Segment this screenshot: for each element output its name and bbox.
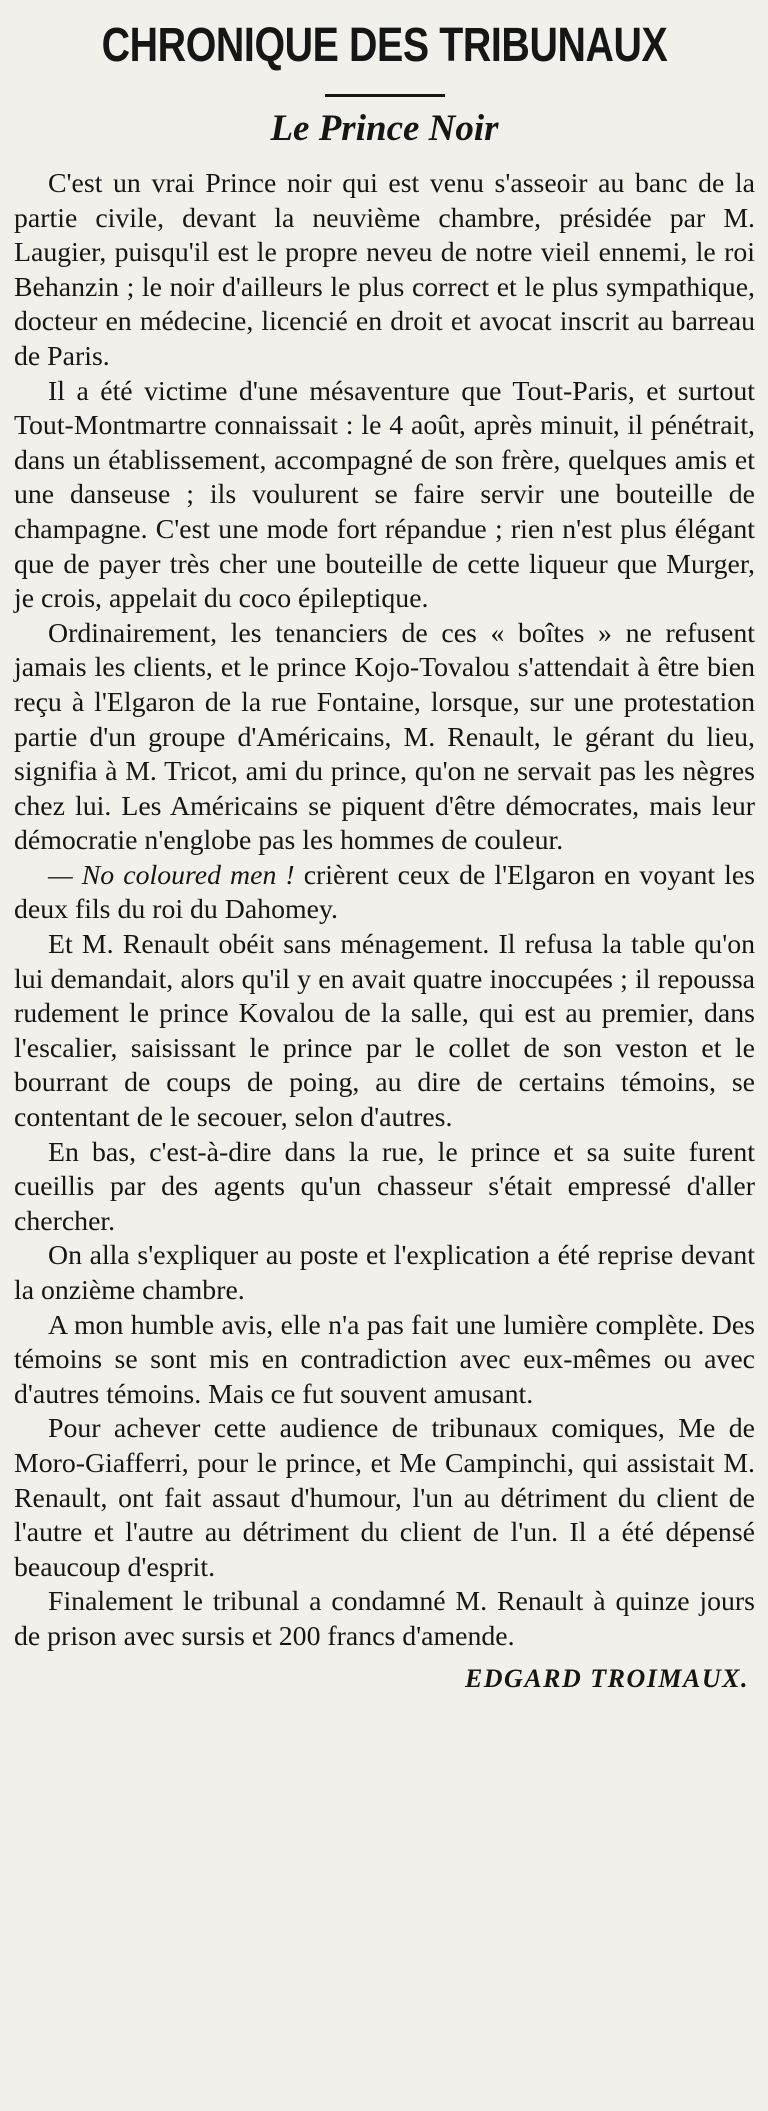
paragraph: C'est un vrai Prince noir qui est venu s'asseoir au banc de la partie civile, devant la neuvième chambre, présidée par M. Laugier, puisqu'il est le propre neveu de notre vieil ennemi, le roi Behanzin ; le noir d'ailleurs le plus correct et le plus sympathique, docteur en médecine, licencié en droit et avocat inscrit au barreau de Paris. — [14, 168, 755, 372]
paragraph: Ordinairement, les tenanciers de ces « boîtes » ne refusent jamais les clients, et le prince Kojo-Tovalou s'attendait à être bien reçu à l'Elgaron de la rue Fontaine, lorsque, sur une protestation partie d'un groupe d'Américains, M. Renault, le gérant du lieu, signifia à M. Tricot, ami du prince, qu'on ne servait pas les nègres chez lui. Les Américains se piquent d'être démocrates, mais leur démocratie n'englobe pas les hommes de couleur. — [14, 617, 755, 857]
article-title: Le Prince Noir — [270, 108, 499, 149]
paragraph: Pour achever cette audience de tribunaux comiques, Me de Moro-Giafferri, pour le prince, et Me Campinchi, qui assistait M. Renault, ont fait assaut d'humour, l'un au détriment du client de l'autre et l'autre au détriment du client de l'un. Il a été dépensé beaucoup d'esprit. — [14, 1413, 755, 1583]
author-signature: EDGARD TROIMAUX. — [464, 1663, 749, 1693]
paragraph: En bas, c'est-à-dire dans la rue, le prince et sa suite furent cueillis par des agents qu'un chasseur s'était empressé d'aller chercher. — [14, 1136, 755, 1237]
quote-italic: — No coloured men ! — [48, 859, 295, 891]
title-rule — [325, 94, 445, 97]
paragraph: Et M. Renault obéit sans ménagement. Il refusa la table qu'on lui demandait, alors qu'il y en avait quatre inoccupées ; il repoussa rudement le prince Kovalou de la salle, qui est au premier, dans l'escalier, saisissant le prince par le collet de son veston et le bourrant de coups de poing, au dire de certains témoins, se contentant de le secouer, selon d'autres. — [14, 929, 755, 1134]
article-body — [14, 167, 755, 1655]
quote-rest: crièrent ceux de l'Elgaron en voyant les deux fils du roi du Dahomey. — [14, 859, 755, 926]
paragraph: On alla s'expliquer au poste et l'explication a été reprise devant la onzième chambre. — [14, 1240, 755, 1306]
paragraph: A mon humble avis, elle n'a pas fait une lumière complète. Des témoins se sont mis en contradiction avec eux-mêmes ou avec d'autres témoins. Mais ce fut souvent amusant. — [14, 1309, 755, 1410]
paragraph: Il a été victime d'une mésaventure que Tout-Paris, et surtout Tout-Montmartre connaissait : le 4 août, après minuit, il pénétrait, dans un établissement, accompagné de son frère, quelques amis et une danseuse ; ils voulurent se faire servir une bouteille de champagne. C'est une mode fort répandue ; rien n'est plus élégant que de payer très cher une bouteille de cette liqueur que Murger, je crois, appelait du coco épileptique. — [14, 375, 755, 615]
paragraph: Finalement le tribunal a condamné M. Renault à quinze jours de prison avec sursis et 200 francs d'amende. — [14, 1586, 755, 1652]
quote-paragraph — [14, 859, 755, 928]
section-heading: CHRONIQUE DES TRIBUNAUX — [101, 19, 668, 72]
